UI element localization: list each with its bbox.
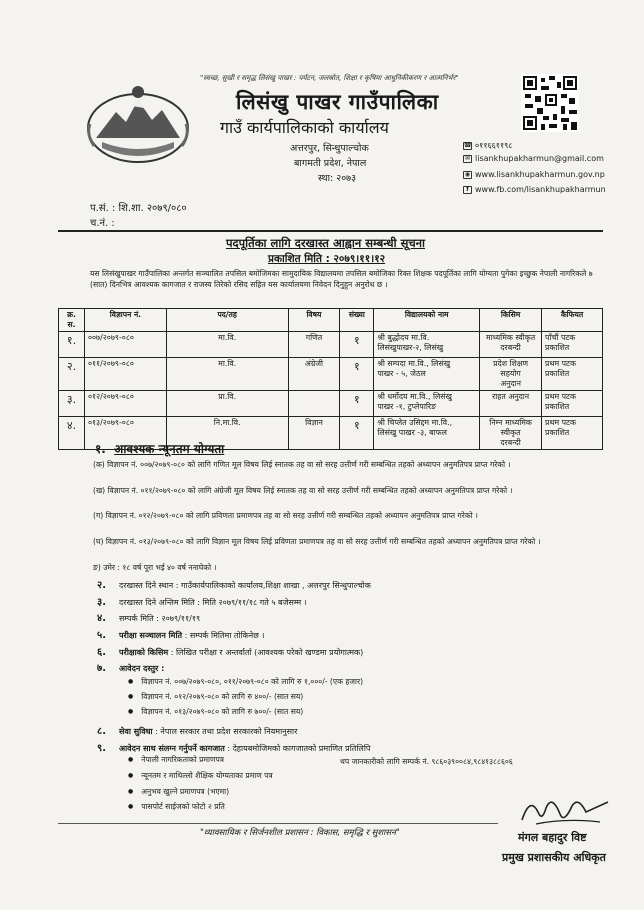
contact-website (463, 170, 605, 179)
notice-intro: यस लिसंखुपाखर गाउँपालिका अन्तर्गत सञ्चालित तपसिल बमोजिमका सामुदायिक विद्यालयमा तपसिल बमोजिका रिक्त शिक्षक पदपूर्तिका लागि योग्यता पुगेका इच्छुक नेपाली नागरिकले ७ (सात) दिनभित्र आवश्यक कागजात र राजस्व तिरेको रसिद सहित यस कार्यालयमा निवेदन दिनुहुन अनुरोध छ । (90, 269, 593, 289)
detail-contact-date (97, 610, 200, 624)
cell-level: नि.मा.वि. (166, 417, 288, 450)
header-divider (58, 230, 603, 232)
qualification-heading (95, 440, 224, 457)
cell-count: १ (340, 391, 374, 417)
contact-phone (463, 140, 512, 151)
detail-value: : गाउँकार्यपालिकाको कार्यालय,शिक्षा शाखा , अत्तरपुर सिन्धुपाल्चोक (173, 581, 371, 590)
phone-number: ०११६६११९८ (475, 141, 513, 150)
detail-number: ८. (97, 726, 106, 737)
phone-icon: ☎ (464, 141, 472, 149)
document-item: ● अनुभव खुल्ने प्रमाणपत्र (भएमा) (128, 787, 229, 797)
document-item: ● पासपोर्ट साईजको फोटो २ प्रति (128, 802, 225, 812)
detail-label: दरखास्त दिने अन्तिम मिति (119, 598, 195, 607)
detail-number: २. (97, 580, 106, 591)
top-slogan: "स्वच्छ, सुखी र समृद्ध लिसंखु पाखर : पर्यटन, जलस्रोत, शिक्षा र कृषिमा आधुनिकीकरण र आत्मनिर्भर" (200, 74, 459, 82)
detail-documents (97, 740, 370, 754)
detail-value: : मिति २०७९/११/१८ गते ५ बजेसम्म । (194, 598, 307, 607)
detail-fee (97, 660, 164, 674)
cell-type (480, 358, 542, 391)
remark-line1: पाँचौं पटक (545, 333, 576, 342)
qualification-item: (ग) विज्ञापन नं. ०१२/२०७९-०८० को लागि प्रविणता प्रमाणपत्र तह वा सो सरह उत्तीर्ण गरी सम्बन्धित तहको अध्यापन अनुमतिपत्र प्राप्त गरेको । (93, 511, 478, 520)
cell-remark (542, 332, 603, 358)
detail-value: : लिखित परीक्षा र अन्तर्वार्ता (आवश्यक परेको खण्डमा प्रयोगात्मक) (168, 648, 364, 657)
address-line-1: अत्तरपुर, सिन्धुपाल्चोक (290, 143, 369, 154)
signer-name: मंगल बहादुर विष्ट (518, 831, 587, 844)
cell-count: १ (340, 417, 374, 450)
facebook-url: www.fb.com/lisankhupakharmun (475, 185, 606, 194)
cell-ad-number: ००७/२०७९-०८० (84, 332, 166, 358)
dispatch-number: च.नं. : (90, 218, 115, 229)
notice-title: पदपूर्तिका लागि दरखास्त आह्वान सम्बन्धी सूचना (226, 236, 426, 250)
cell-level: प्रा.वि. (166, 391, 288, 417)
detail-value: : देहायबमोजिमको कागजातको प्रमाणित प्रतिलिपि (224, 744, 371, 753)
type-line1: निम्न माध्यमिक स्वीकृत (489, 418, 532, 437)
published-date: प्रकाशित मिति : २०७९।११।१२ (268, 253, 386, 265)
nepal-emblem-icon (82, 82, 194, 166)
section-number: १. (95, 442, 106, 456)
qualification-item: ङ) उमेर : १८ वर्ष पूरा भई ४० वर्ष ननाघेको । (93, 563, 217, 572)
cell-subject: गणित (288, 332, 340, 358)
cell-ad-number: ०१२/२०७९-०८० (84, 391, 166, 417)
facebook-icon: f (463, 186, 472, 194)
type-line1: माध्यमिक स्वीकृत (486, 333, 536, 342)
detail-application-place (97, 577, 371, 591)
bottom-slogan: "व्यावसायिक र सिर्जनशील प्रशासन : विकास, समृद्धि र सुशासन" (200, 828, 400, 838)
cell-school (374, 417, 480, 450)
table-row (59, 358, 603, 391)
remark-line2: प्रकाशित (545, 402, 570, 411)
cell-ad-number: ०११/२०७९-०८० (84, 358, 166, 391)
detail-label: परीक्षाको किसिम (119, 648, 169, 657)
cell-subject (288, 391, 340, 417)
type-line2: दरबन्दी (500, 438, 521, 447)
cell-sn: २. (59, 358, 85, 391)
table-row (59, 332, 603, 358)
remark-line1: प्रथम पटक (545, 392, 576, 401)
fee-item: ● विज्ञापन नं. ००७/२०७९-०८०, ०११/२०७९-०८० को लागि रु १,०००/- (एक हजार) (128, 677, 363, 687)
detail-service (97, 723, 297, 737)
type-line1: प्रदेश शिक्षण सहयोग (493, 359, 529, 378)
detail-label: दरखास्त दिने स्थान (119, 581, 174, 590)
established-year: स्था: २०७३ (318, 173, 357, 184)
school-name: श्री बुद्धोदय मा.वि. (377, 333, 430, 342)
school-name: श्री सम्पदा मा.वि., लिसंखु (377, 359, 451, 368)
detail-label: सेवा सुविधा (119, 727, 153, 736)
school-address: लिसंखु पाखर -३, बाफल (377, 428, 447, 437)
remark-line1: प्रथम पटक (545, 418, 576, 427)
document-item: ● नेपाली नागरिकताको प्रमाणपत्र (128, 755, 224, 765)
signer-title: प्रमुख प्रशासकीय अधिकृत (502, 851, 606, 864)
cell-sn: ३. (59, 391, 85, 417)
detail-number: ५. (97, 630, 106, 641)
qualification-item: (ख) विज्ञापन नं. ०११/२०७९-०८० को लागि अंग्रेजी मूल विषय लिई स्नातक तह वा सो सरह उत्तीर्ण गरी सम्बन्धित तहको अध्यापन अनुमतिपत्र प्राप्त गरेको । (93, 486, 513, 495)
detail-number: ६. (97, 647, 106, 658)
vacancy-table (58, 308, 603, 450)
detail-label: सम्पर्क मिति (119, 614, 154, 623)
detail-number: ३. (97, 597, 106, 608)
remark-line2: प्रकाशित (545, 343, 570, 352)
remark-line1: प्रथम पटक (545, 359, 576, 368)
cell-count: १ (340, 358, 374, 391)
detail-exam-type (97, 644, 363, 658)
contact-note: थप जानकारीको लागि सम्पर्क नं. ९८६०३९००८४,९८४१३८८६०६ (340, 757, 513, 766)
cell-remark (542, 391, 603, 417)
remark-line2: प्रकाशित (545, 428, 570, 437)
cell-school (374, 391, 480, 417)
col-level: पद/तह (166, 309, 288, 332)
col-sn: क्र. स. (59, 309, 85, 332)
signature-icon (516, 790, 616, 830)
qr-code-icon (521, 74, 579, 132)
qualification-item: (घ) विज्ञापन नं. ०१३/२०७९-०८० को लागि विज्ञान मूल विषय लिई प्रविणता प्रमाणपत्र तह वा सो सरह उत्तीर्ण गरी सम्बन्धित तहको अध्यापन अनुमतिपत्र प्राप्त गरेको । (93, 537, 541, 546)
detail-number: ७. (97, 663, 106, 674)
table-row (59, 391, 603, 417)
cell-remark (542, 358, 603, 391)
detail-label: आवेदन साथ संलग्न गर्नुपर्ने कागजात (119, 744, 225, 753)
contact-email (463, 154, 604, 163)
cell-count: १ (340, 332, 374, 358)
cell-type (480, 417, 542, 450)
cell-level: मा.वि. (166, 332, 288, 358)
school-address: पाखर - ५, जेठल (377, 369, 426, 378)
cell-school (374, 358, 480, 391)
detail-value: : नेपाल सरकार तथा प्रदेश सरकारको नियमानुसार (152, 727, 298, 736)
col-remark: कैफियत (542, 309, 603, 332)
detail-value: : सम्पर्क मितिमा तोकिनेछ । (182, 631, 265, 640)
type-line1: राहत अनुदान (492, 392, 530, 401)
detail-number: ४. (97, 613, 106, 624)
cell-subject: विज्ञान (288, 417, 340, 450)
col-type: किसिम (480, 309, 542, 332)
col-school: विद्यालयको नाम (374, 309, 480, 332)
col-ad-number: विज्ञापन नं. (84, 309, 166, 332)
contact-facebook (463, 185, 606, 194)
detail-label: परीक्षा सञ्चालन मिति (119, 631, 183, 640)
remark-line2: प्रकाशित (545, 369, 570, 378)
school-name: श्री चिप्लेत उसिद्दम मा.वि., (377, 418, 453, 427)
document-item: ● न्यूनतम र माथिल्लो शैक्षिक योग्यताका प्रमाण पत्र (128, 771, 273, 781)
detail-exam-date (97, 627, 264, 641)
table-header-row (59, 309, 603, 332)
cell-remark (542, 417, 603, 450)
office-name: लिसंखु पाखर गाउँपालिका (236, 90, 439, 114)
website-url: www.lisankhupakharmun.gov.np (475, 170, 605, 179)
detail-number: ९. (97, 743, 106, 754)
detail-value: : २०७९/११/१९ (153, 614, 201, 623)
cell-type (480, 391, 542, 417)
col-subject: विषय (288, 309, 340, 332)
email-address: lisankhupakharmun@gmail.com (475, 154, 604, 163)
type-line2: अनुदान (500, 379, 521, 388)
school-address: लिसंखुपाखर-२, लिसंखु (377, 343, 444, 352)
fee-item: ● विज्ञापन नं. ०१३/२०७९-०८० को लागि रु ७००/- (सात सय) (128, 707, 303, 717)
col-count: संख्या (340, 309, 374, 332)
section-title: आवश्यक न्यूनतम योग्यता (114, 442, 225, 456)
school-name: श्री धर्मोदय मा.वि., लिसंखु (377, 392, 452, 401)
cell-sn: १. (59, 332, 85, 358)
web-icon: ◉ (464, 170, 471, 178)
cell-school (374, 332, 480, 358)
cell-level: मा.वि. (166, 358, 288, 391)
school-address: पाखर -१, टुप्लेपारिङ (377, 402, 437, 411)
qualification-item: (क) विज्ञापन नं. ००७/२०७९-०८० को लागि गणित मूल विषय लिई स्नातक तह वा सो सरह उत्तीर्ण गरी सम्बन्धित तहको अध्यापन अनुमतिपत्र प्राप्त गरेको । (93, 460, 511, 469)
detail-label: आवेदन दस्तुर : (119, 664, 165, 673)
cell-sn: ४. (59, 417, 85, 450)
type-line2: दरबन्दी (500, 343, 521, 352)
cell-ad-number: ०१३/२०७९-०८० (84, 417, 166, 450)
footer-divider (58, 823, 498, 824)
email-icon: ✉ (464, 154, 471, 162)
address-line-2: बागमती प्रदेश, नेपाल (294, 158, 367, 169)
cell-type (480, 332, 542, 358)
reference-number: प.सं. : शि.शा. २०७९/०८० (90, 203, 187, 214)
detail-deadline (97, 594, 307, 608)
office-subtitle: गाउँ कार्यपालिकाको कार्यालय (220, 118, 389, 137)
cell-subject: अंग्रेजी (288, 358, 340, 391)
fee-item: ● विज्ञापन नं. ०१२/२०७९-०८० को लागि रु ४००/- (सात सय) (128, 692, 303, 702)
